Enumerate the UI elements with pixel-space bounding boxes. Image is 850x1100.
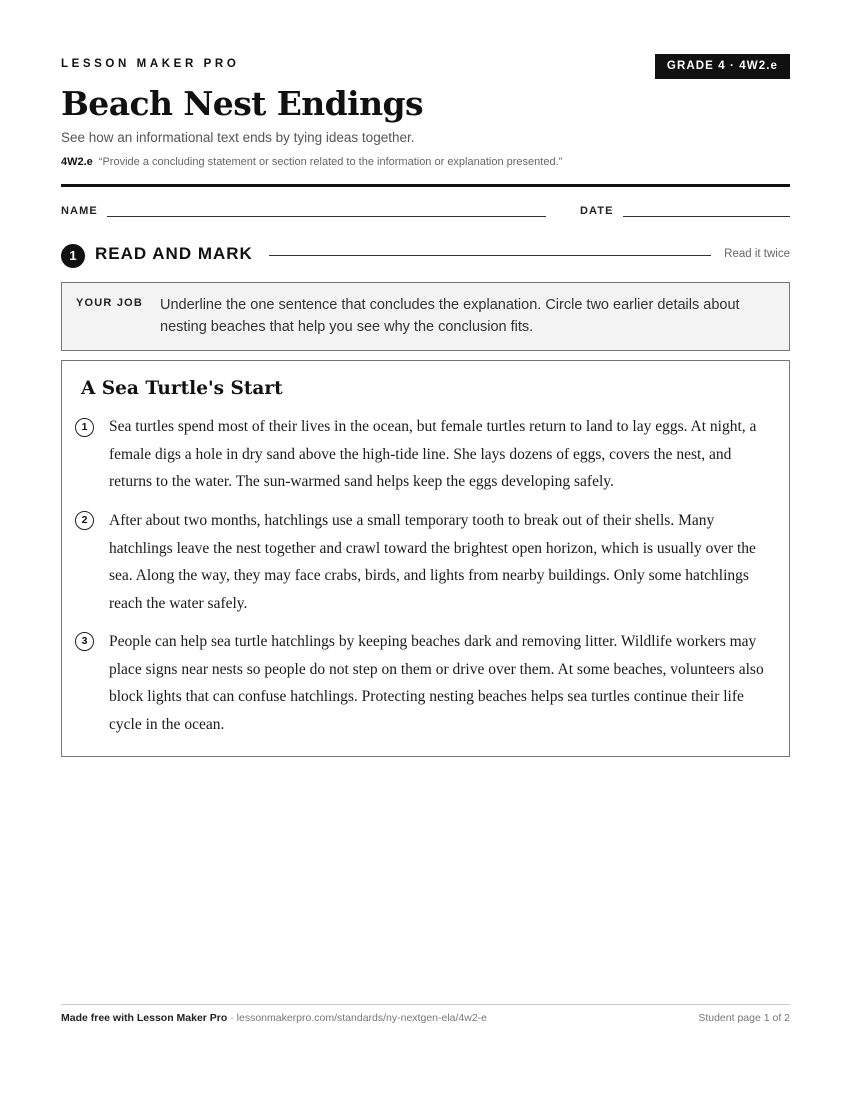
standard-text: “Provide a concluding statement or section related to the information or explanation presented.” (98, 156, 563, 168)
footer-url[interactable]: · lessonmakerpro.com/standards/ny-nextgen-ela/4w2-e (227, 1012, 488, 1024)
name-field[interactable] (107, 216, 546, 217)
section-number-badge: 1 (61, 244, 85, 268)
page-title: Beach Nest Endings (61, 84, 423, 123)
paragraph-1: Sea turtles spend most of their lives in the ocean, but female turtles return to land to lay eggs. At night, a female digs a hole in dry sand above the high-tide line. She lays dozens of eggs, covers the nest, and returns to the water. The sun-warmed sand helps keep the eggs developing safely. (109, 418, 757, 491)
paragraph-3: People can help sea turtle hatchlings by keeping beaches dark and removing litter. Wildlife workers may place signs near nests so people do not step on them or drive over them. At some beaches, volunteers also block lights that can confuse hatchlings. Protecting nesting beaches helps sea turtles continue their life cycle in the ocean. (109, 633, 764, 734)
footer-made-by: Made free with Lesson Maker Pro (61, 1012, 228, 1024)
standard-code: 4W2.e (61, 156, 93, 168)
passage-title: A Sea Turtle's Start (81, 378, 283, 399)
job-box (61, 282, 790, 351)
paragraph-number-3: 3 (75, 632, 94, 651)
passage-box (61, 360, 790, 757)
paragraph-number-2: 2 (75, 511, 94, 530)
page-subtitle: See how an informational text ends by tying ideas together. (61, 130, 415, 145)
worksheet-page (61, 0, 790, 1100)
brand-name: LESSON MAKER PRO (61, 58, 240, 70)
footer-divider (61, 1004, 790, 1005)
paragraph-2: After about two months, hatchlings use a small temporary tooth to break out of their shells. Many hatchlings leave the nest together and crawl toward the brightest open horizon, which is usually over the sea. Along the way, they may face crabs, birds, and lights from nearby buildings. Only some hatchlings reach the water safely. (109, 512, 756, 613)
footer-credit (61, 1012, 487, 1024)
grade-badge: GRADE 4 · 4W2.e (655, 54, 790, 79)
name-label: NAME (61, 205, 98, 217)
job-instructions: Underline the one sentence that concludes the explanation. Circle two earlier details about nesting beaches that help you see why the conclusion fits. (160, 297, 740, 335)
job-label: YOUR JOB (76, 297, 144, 309)
date-field[interactable] (623, 216, 790, 217)
section-title: READ AND MARK (95, 244, 253, 263)
section-divider (269, 255, 711, 256)
section-note: Read it twice (724, 248, 790, 260)
footer-page-number: Student page 1 of 2 (698, 1012, 790, 1024)
paragraph-number-1: 1 (75, 418, 94, 437)
date-label: DATE (580, 205, 614, 217)
standard-line (61, 156, 562, 168)
section-header (61, 242, 790, 270)
header-divider (61, 184, 790, 187)
